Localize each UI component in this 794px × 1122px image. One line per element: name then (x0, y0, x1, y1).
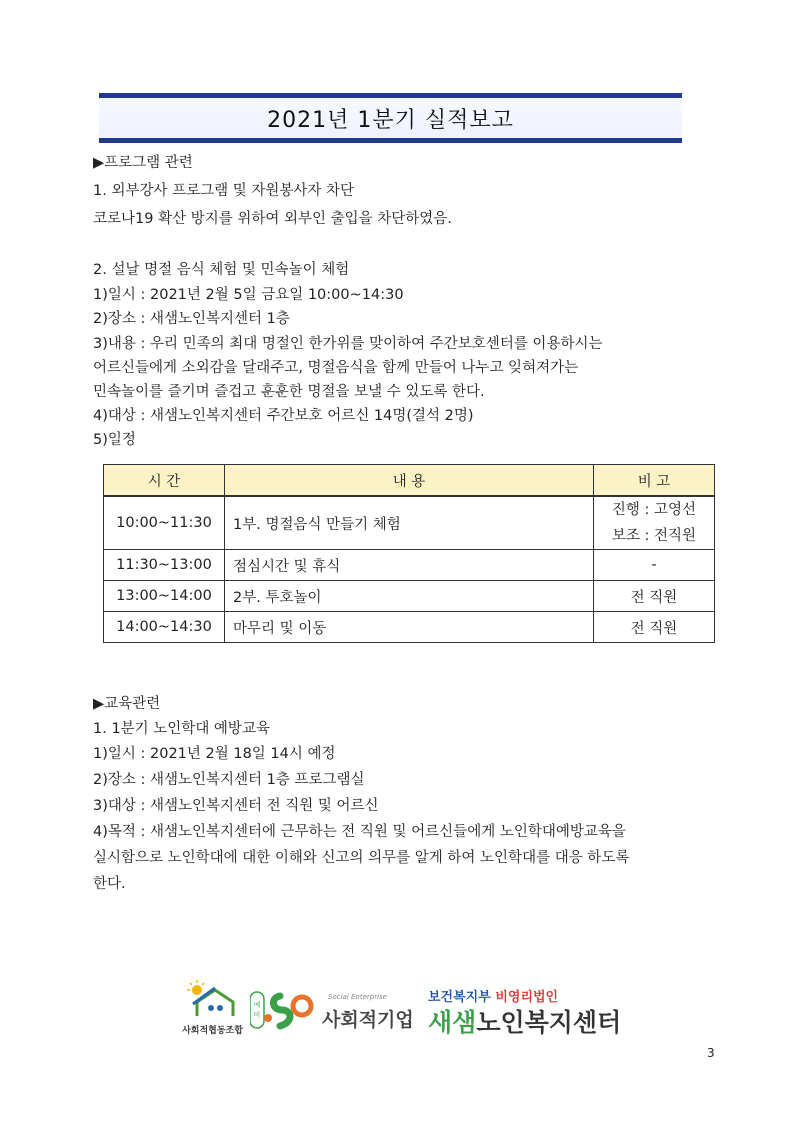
table-row (104, 550, 715, 581)
education-date: 1)일시 : 2021년 2월 18일 14시 예정 (93, 746, 336, 762)
row-note: - (594, 550, 715, 581)
row-note: 전 직원 (594, 581, 715, 612)
program-item2-target: 4)대상 : 새샘노인복지센터 주간보호 어르신 14명(결석 2명) (93, 408, 474, 424)
row-time: 13:00~14:00 (104, 581, 225, 612)
program-item1-desc: 코로나19 확산 방지를 위하여 외부인 출입을 차단하였음. (93, 211, 452, 227)
header-note: 비 고 (594, 465, 715, 497)
row-note (594, 496, 715, 550)
row-time: 11:30~13:00 (104, 550, 225, 581)
table-row (104, 496, 715, 550)
page-number: 3 (707, 1046, 715, 1060)
prelim-label: 예비 (253, 1001, 261, 1019)
schedule-table (103, 464, 715, 643)
ministry-label: 보건복지부 (428, 990, 491, 1005)
program-item2-content-line2: 어르신들에게 소외감을 달래주고, 명절음식을 함께 만들어 나누고 잊혀져가는 (93, 360, 579, 376)
se-small-text: Social Enterprise (328, 993, 387, 1001)
coop-logo (175, 980, 250, 1040)
program-section-header: ▶프로그램 관련 (93, 155, 193, 171)
row-time: 14:00~14:30 (104, 612, 225, 643)
program-item2-content-line1: 3)내용 : 우리 민족의 최대 명절인 한가위를 맞이하여 주간보호센터를 이용하시는 (93, 336, 603, 352)
schedule-header-row (104, 465, 715, 497)
program-item2-place: 2)장소 : 새샘노인복지센터 1층 (93, 311, 290, 327)
program-item2-schedule-label: 5)일정 (93, 432, 136, 448)
row-content: 1부. 명절음식 만들기 체험 (225, 496, 594, 550)
center-name-green: 새샘 (428, 1008, 477, 1037)
title-banner (99, 93, 682, 143)
row-time: 10:00~11:30 (104, 496, 225, 550)
education-section-header: ▶교육관련 (93, 696, 161, 712)
row-content: 점심시간 및 휴식 (225, 550, 594, 581)
center-logo (428, 986, 638, 1039)
education-purpose-line3: 한다. (93, 876, 126, 892)
program-item1-title: 1. 외부강사 프로그램 및 자원봉사자 차단 (93, 183, 354, 199)
table-row (104, 612, 715, 643)
education-target: 3)대상 : 새샘노인복지센터 전 직원 및 어르신 (93, 798, 379, 814)
house-sun-icon (183, 980, 243, 1022)
header-content: 내 용 (225, 465, 594, 497)
row-note-line2: 보조 : 전직원 (611, 528, 697, 544)
row-content: 마무리 및 이동 (225, 612, 594, 643)
se-label: 사회적기업 (322, 1009, 414, 1031)
header-time: 시 간 (104, 465, 225, 497)
row-note-line1: 진행 : 고영선 (611, 502, 697, 518)
page-title: 2021년 1분기 실적보고 (267, 107, 514, 133)
program-item2-title: 2. 설날 명절 음식 체험 및 민속놀이 체험 (93, 262, 350, 278)
table-row (104, 581, 715, 612)
education-place: 2)장소 : 새샘노인복지센터 1층 프로그램실 (93, 772, 365, 788)
program-item2-content-line3: 민속놀이를 즐기며 즐겁고 훈훈한 명절을 보낼 수 있도록 한다. (93, 384, 485, 400)
social-enterprise-logo (250, 988, 420, 1033)
row-note: 전 직원 (594, 612, 715, 643)
program-item2-date: 1)일시 : 2021년 2월 5일 금요일 10:00~14:30 (93, 287, 404, 303)
coop-label: 사회적협동조합 (182, 1026, 243, 1036)
education-item1-title: 1. 1분기 노인학대 예방교육 (93, 721, 270, 737)
nonprofit-label: 비영리법인 (495, 990, 559, 1005)
education-purpose-line1: 4)목적 : 새샘노인복지센터에 근무하는 전 직원 및 어르신들에게 노인학대예방교육을 (93, 824, 626, 840)
education-purpose-line2: 실시함으로 노인학대에 대한 이해와 신고의 의무를 알게 하여 노인학대를 대응 하도록 (93, 850, 630, 866)
center-name-dark: 노인복지센터 (476, 1008, 622, 1037)
footer-logos (0, 980, 794, 1040)
row-content: 2부. 투호놀이 (225, 581, 594, 612)
